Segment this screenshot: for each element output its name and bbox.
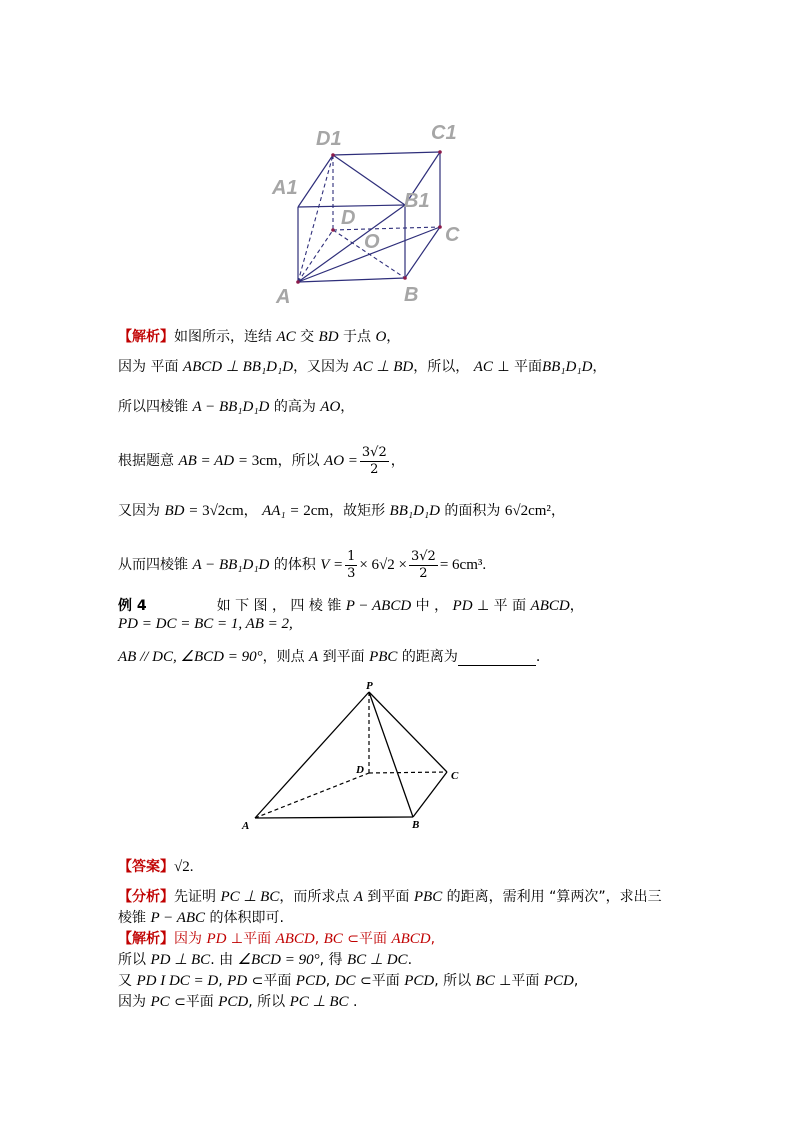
pyramid-figure bbox=[235, 675, 475, 835]
answer-value: √2. bbox=[174, 859, 194, 875]
fraction: $\frac{1}{3}$ bbox=[347, 548, 356, 581]
analysis1-line6: 从而四棱锥 A − BB₁D₁D 的体积 V = $\frac{1}{3}$ × 6√2 × $\frac{3√2}{2}$ = 6cm³. bbox=[118, 548, 487, 581]
label-b: B bbox=[412, 819, 420, 831]
label-o: O bbox=[364, 231, 380, 253]
answer-tag: 【答案】 bbox=[118, 859, 174, 875]
label-b: B bbox=[404, 284, 419, 306]
fraction: $\frac{3√2}{2}$ bbox=[361, 444, 387, 477]
label-a: A bbox=[242, 820, 250, 832]
cube-figure bbox=[265, 118, 475, 313]
analysis1-line1: 【解析】如图所示，连结 AC 交 BD 于点 O， bbox=[118, 329, 401, 345]
fenxi-tag: 【分析】 bbox=[118, 889, 174, 905]
solution-tag: 【解析】 bbox=[118, 931, 174, 947]
example4-line2: PD = DC = BC = 1, AB = 2, bbox=[118, 616, 293, 632]
label-c1: C1 bbox=[431, 122, 457, 144]
example4-line3: AB // DC, ∠BCD = 90°，则点 A 到平面 PBC 的距离为 . bbox=[118, 649, 541, 665]
label-a1: A1 bbox=[272, 177, 298, 199]
analysis1-line3: 所以四棱锥 A − BB₁D₁D 的高为 AO， bbox=[118, 399, 355, 415]
fraction: $\frac{3√2}{2}$ bbox=[411, 548, 436, 581]
label-p: P bbox=[366, 680, 373, 692]
label-c: C bbox=[451, 770, 459, 782]
label-d1: D1 bbox=[316, 128, 342, 150]
label-d: D bbox=[341, 207, 356, 229]
answer-line bbox=[118, 858, 193, 876]
analysis1-line4: 根据题意 AB = AD = 3cm，所以 AO = $\frac{3√2}{2}$ ， bbox=[118, 444, 405, 477]
solution-line4: 因为 PC ⊂平面 PCD, 所以 PC ⊥ BC . bbox=[118, 994, 358, 1010]
analysis2-line2: 棱锥 P − ABC 的体积即可. bbox=[118, 910, 284, 926]
analysis1-line5: 又因为 BD = 3√2cm， AA₁ = 2cm，故矩形 BB₁D₁D 的面积为 6√2cm²， bbox=[118, 503, 565, 519]
label-a: A bbox=[276, 286, 291, 308]
analysis2-line1: 【分析】先证明 PC ⊥ BC，而所求点 A 到平面 PBC 的距离，需利用 “算两次”，求出三 bbox=[118, 889, 662, 905]
solution-line3: 又 PD I DC = D, PD ⊂平面 PCD, DC ⊂平面 PCD, 所以 BC ⊥平面 PCD, bbox=[118, 973, 579, 989]
label-b1: B1 bbox=[404, 190, 430, 212]
example-label: 例 4 bbox=[118, 598, 147, 614]
solution-line1: 【解析】因为 PD ⊥平面 ABCD, BC ⊂平面 ABCD, bbox=[118, 931, 436, 947]
solution-line2: 所以 PD ⊥ BC. 由 ∠BCD = 90°, 得 BC ⊥ DC. bbox=[118, 952, 413, 968]
example4-line1: 例 4 如 下 图 ， 四 棱 锥 P − ABCD 中 ， PD ⊥ 平 面 ABCD， bbox=[118, 598, 584, 614]
analysis1-line2: 因为 平面 ABCD ⊥ BB₁D₁D，又因为 AC ⊥ BD，所以， AC ⊥ 平面BB₁D₁D， bbox=[118, 359, 607, 375]
answer-blank bbox=[458, 651, 536, 666]
label-d: D bbox=[356, 764, 364, 776]
label-c: C bbox=[445, 224, 460, 246]
analysis-tag: 【解析】 bbox=[118, 329, 174, 345]
